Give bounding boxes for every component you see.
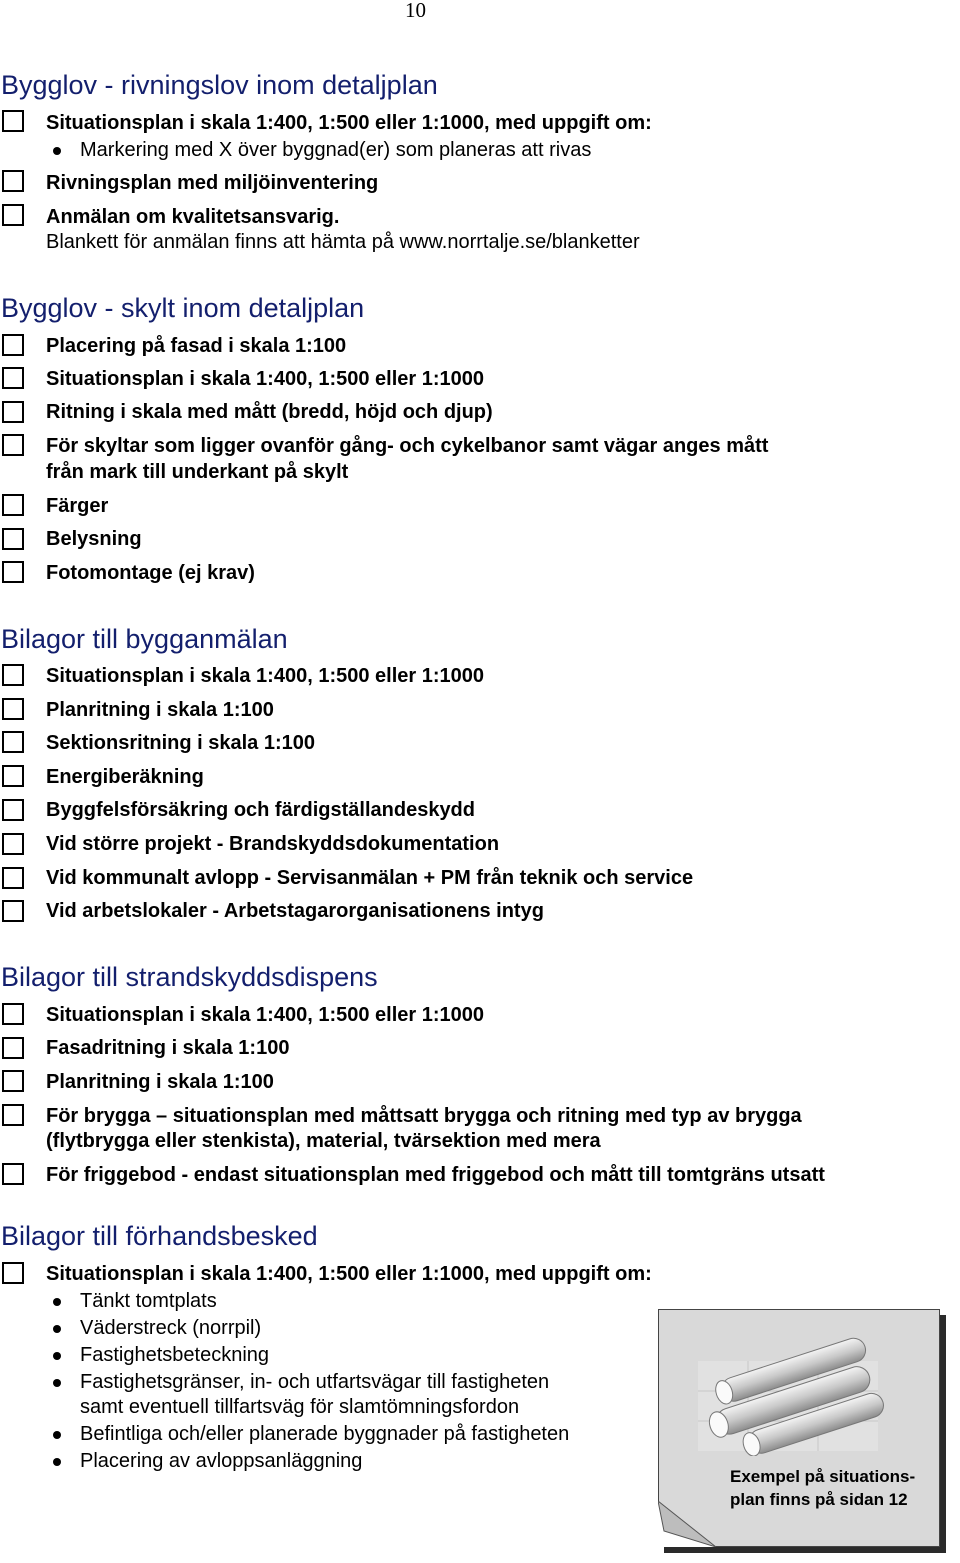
checklist-item: Färger	[46, 495, 109, 517]
checkbox[interactable]	[2, 664, 24, 686]
checklist-item: Placering på fasad i skala 1:100	[46, 335, 347, 357]
callout-note	[658, 1309, 940, 1547]
checklist-item: Situationsplan i skala 1:400, 1:500 eller 1:1000	[46, 1004, 485, 1026]
checklist-item: Vid kommunalt avlopp - Servisanmälan + PM från teknik och service	[46, 867, 694, 889]
checklist-item-note: Blankett för anmälan finns att hämta på www.norrtalje.se/blanketter	[46, 231, 640, 253]
checkbox[interactable]	[2, 170, 24, 192]
checkbox[interactable]	[2, 833, 24, 855]
checklist-item: Situationsplan i skala 1:400, 1:500 eller 1:1000, med uppgift om:	[46, 1263, 652, 1285]
checklist-item-continued: från mark till underkant på skylt	[46, 461, 349, 483]
checkbox[interactable]	[2, 334, 24, 356]
checkbox[interactable]	[2, 367, 24, 389]
checkbox[interactable]	[2, 1163, 24, 1185]
bullet-icon	[53, 1325, 61, 1333]
section-heading-rivningslov: Bygglov - rivningslov inom detaljplan	[1, 70, 438, 100]
bullet-item: Tänkt tomtplats	[80, 1290, 217, 1312]
page-number: 10	[405, 0, 426, 22]
checklist-item: Byggfelsförsäkring och färdigställandeskydd	[46, 799, 475, 821]
bullet-icon	[53, 1298, 61, 1306]
checklist-item: Rivningsplan med miljöinventering	[46, 172, 379, 194]
checklist-item: Energiberäkning	[46, 766, 204, 788]
checkbox[interactable]	[2, 698, 24, 720]
checkbox[interactable]	[2, 867, 24, 889]
bullet-item-continued: samt eventuell tillfartsväg för slamtömningsfordon	[80, 1396, 520, 1418]
section-heading-skylt: Bygglov - skylt inom detaljplan	[1, 293, 365, 323]
checklist-item: Fasadritning i skala 1:100	[46, 1037, 290, 1059]
section-heading-bygganmalan: Bilagor till bygganmälan	[1, 624, 288, 654]
bullet-item: Markering med X över byggnad(er) som planeras att rivas	[80, 139, 592, 161]
checkbox[interactable]	[2, 1037, 24, 1059]
checkbox[interactable]	[2, 204, 24, 226]
folded-corner-icon	[658, 1501, 716, 1547]
checklist-item: Situationsplan i skala 1:400, 1:500 eller 1:1000, med uppgift om:	[46, 112, 652, 134]
bullet-item: Befintliga och/eller planerade byggnader på fastigheten	[80, 1423, 570, 1445]
bullet-icon	[53, 1431, 61, 1439]
bullet-icon	[53, 1458, 61, 1466]
checklist-item-continued: (flytbrygga eller stenkista), material, tvärsektion med mera	[46, 1130, 601, 1152]
checklist-item: För skyltar som ligger ovanför gång- och cykelbanor samt vägar anges mått	[46, 435, 769, 457]
bullet-item: Fastighetsbeteckning	[80, 1344, 270, 1366]
bullet-icon	[53, 147, 61, 155]
checklist-item: Situationsplan i skala 1:400, 1:500 eller 1:1000	[46, 665, 485, 687]
bullet-item: Fastighetsgränser, in- och utfartsvägar till fastigheten	[80, 1371, 550, 1393]
checkbox[interactable]	[2, 1070, 24, 1092]
bullet-icon	[53, 1379, 61, 1387]
section-heading-forhandsbesked: Bilagor till förhandsbesked	[1, 1221, 318, 1251]
checklist-item: För friggebod - endast situationsplan med friggebod och mått till tomtgräns utsatt	[46, 1164, 825, 1186]
checkbox[interactable]	[2, 799, 24, 821]
checklist-item: Vid större projekt - Brandskyddsdokumentation	[46, 833, 500, 855]
checkbox[interactable]	[2, 434, 24, 456]
checklist-item: Ritning i skala med mått (bredd, höjd och djup)	[46, 401, 493, 423]
checklist-item: Situationsplan i skala 1:400, 1:500 eller 1:1000	[46, 368, 485, 390]
bullet-icon	[53, 1352, 61, 1360]
checkbox[interactable]	[2, 110, 24, 132]
checklist-item: Fotomontage (ej krav)	[46, 562, 255, 584]
checkbox[interactable]	[2, 1003, 24, 1025]
section-heading-strandskydd: Bilagor till strandskyddsdispens	[1, 962, 378, 992]
checkbox[interactable]	[2, 765, 24, 787]
checklist-item: Vid arbetslokaler - Arbetstagarorganisationens intyg	[46, 900, 544, 922]
checkbox[interactable]	[2, 1104, 24, 1126]
callout-text: Exempel på situations- plan finns på sidan 12	[730, 1467, 916, 1509]
checkbox[interactable]	[2, 494, 24, 516]
checklist-item: Anmälan om kvalitetsansvarig.	[46, 206, 340, 228]
checklist-item: För brygga – situationsplan med måttsatt brygga och ritning med typ av brygga	[46, 1105, 802, 1127]
checkbox[interactable]	[2, 1262, 24, 1284]
checklist-item: Planritning i skala 1:100	[46, 1071, 274, 1093]
checkbox[interactable]	[2, 528, 24, 550]
checklist-item: Planritning i skala 1:100	[46, 699, 274, 721]
checkbox[interactable]	[2, 401, 24, 423]
bullet-item: Placering av avloppsanläggning	[80, 1450, 363, 1472]
checklist-item: Sektionsritning i skala 1:100	[46, 732, 315, 754]
checkbox[interactable]	[2, 731, 24, 753]
checkbox[interactable]	[2, 561, 24, 583]
rolled-drawings-icon	[688, 1331, 888, 1456]
checkbox[interactable]	[2, 900, 24, 922]
checklist-item: Belysning	[46, 528, 142, 550]
bullet-item: Väderstreck (norrpil)	[80, 1317, 262, 1339]
